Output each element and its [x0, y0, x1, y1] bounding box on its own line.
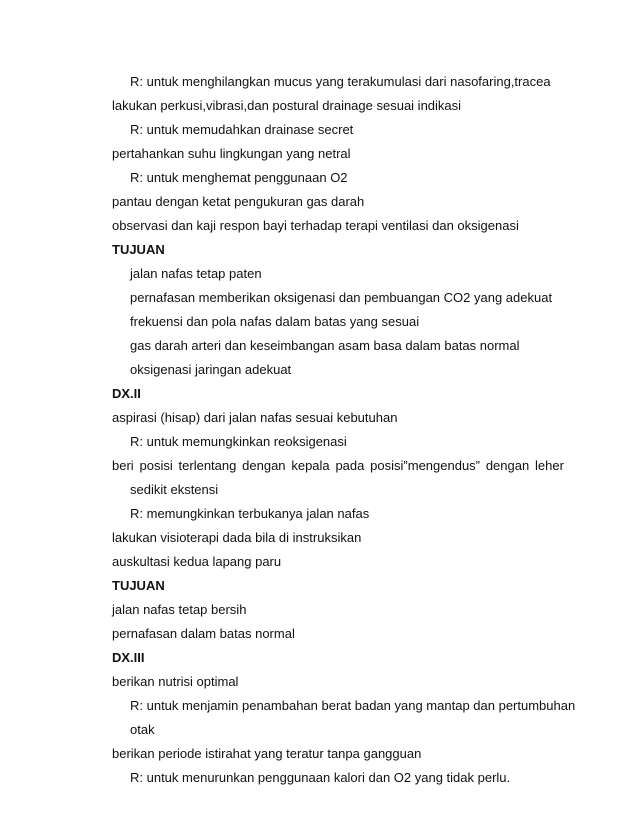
- text-line: R: untuk menghilangkan mucus yang terakumulasi dari nasofaring,tracea: [130, 74, 551, 89]
- text-line: aspirasi (hisap) dari jalan nafas sesuai kebutuhan: [112, 410, 398, 425]
- word: beri: [112, 458, 134, 473]
- word: dengan: [485, 458, 530, 473]
- text-line: R: untuk memudahkan drainase secret: [130, 122, 354, 137]
- text-line: oksigenasi jaringan adekuat: [130, 362, 292, 377]
- section-heading: TUJUAN: [112, 578, 165, 593]
- text-line: R: untuk menurunkan penggunaan kalori dan O2 yang tidak perlu.: [130, 770, 511, 785]
- word: kepala: [291, 458, 330, 473]
- word: terlentang: [178, 458, 237, 473]
- text-line: pernafasan memberikan oksigenasi dan pembuangan CO2 yang adekuat: [130, 290, 553, 305]
- section-heading: DX.II: [112, 386, 141, 401]
- text-line: pantau dengan ketat pengukuran gas darah: [112, 194, 365, 209]
- text-line: pernafasan dalam batas normal: [112, 626, 295, 641]
- justified-line: [112, 458, 564, 474]
- text-line: frekuensi dan pola nafas dalam batas yang sesuai: [130, 314, 420, 329]
- text-line: observasi dan kaji respon bayi terhadap terapi ventilasi dan oksigenasi: [112, 218, 519, 233]
- text-line: berikan periode istirahat yang teratur tanpa gangguan: [112, 746, 422, 761]
- word: posisi: [139, 458, 173, 473]
- text-line: R: memungkinkan terbukanya jalan nafas: [130, 506, 370, 521]
- text-line: pertahankan suhu lingkungan yang netral: [112, 146, 351, 161]
- text-line: otak: [130, 722, 155, 737]
- section-heading: DX.III: [112, 650, 145, 665]
- word: dengan: [242, 458, 286, 473]
- text-line: jalan nafas tetap paten: [130, 266, 262, 281]
- text-line: lakukan perkusi,vibrasi,dan postural drainage sesuai indikasi: [112, 98, 462, 113]
- text-line: sedikit ekstensi: [130, 482, 219, 497]
- word: pada: [335, 458, 365, 473]
- text-line: berikan nutrisi optimal: [112, 674, 239, 689]
- text-line: R: untuk menjamin penambahan berat badan yang mantap dan pertumbuhan: [130, 698, 576, 713]
- text-line: lakukan visioterapi dada bila di instruksikan: [112, 530, 362, 545]
- word: leher: [535, 458, 564, 473]
- text-line: R: untuk menghemat penggunaan O2: [130, 170, 348, 185]
- text-line: jalan nafas tetap bersih: [112, 602, 247, 617]
- text-line: gas darah arteri dan keseimbangan asam basa dalam batas normal: [130, 338, 520, 353]
- word: posisi”mengendus”: [370, 458, 481, 473]
- section-heading: TUJUAN: [112, 242, 165, 257]
- text-line: auskultasi kedua lapang paru: [112, 554, 282, 569]
- text-line: R: untuk memungkinkan reoksigenasi: [130, 434, 347, 449]
